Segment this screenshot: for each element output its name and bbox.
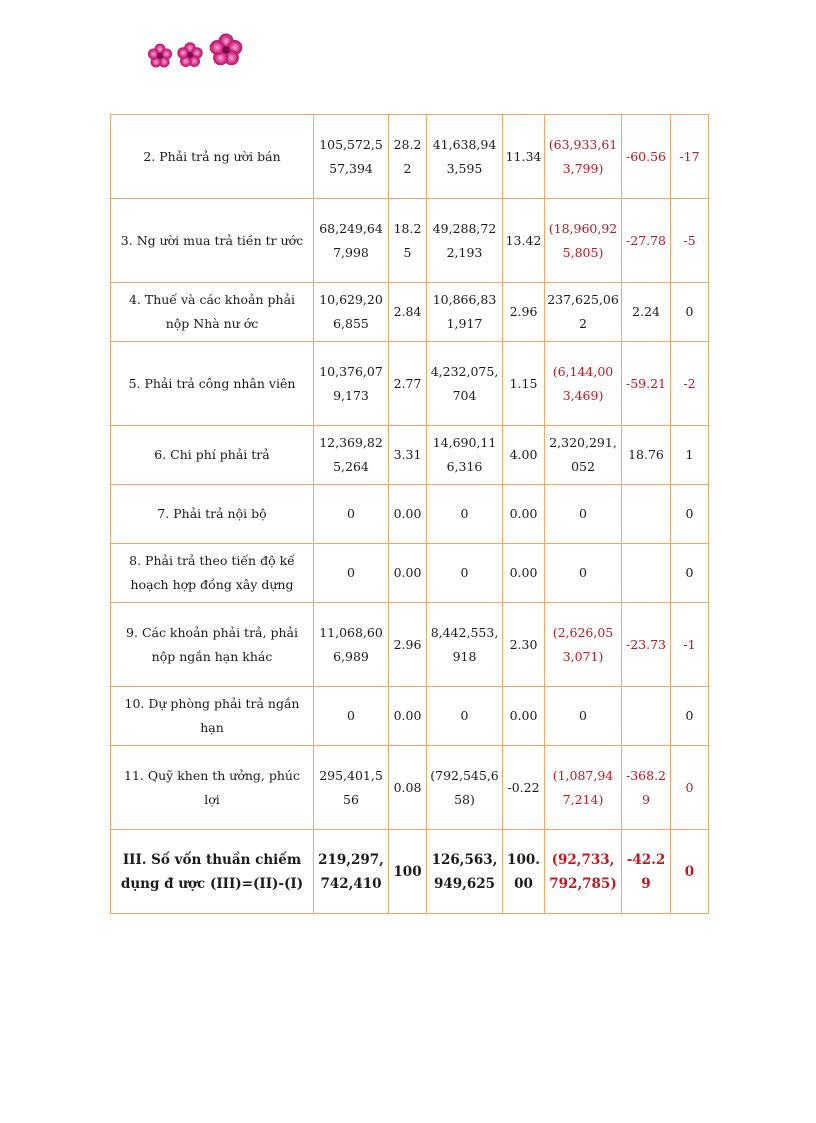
last-cell: 0 <box>671 283 709 342</box>
change-percent-cell: -59.21 <box>622 342 671 426</box>
table-row <box>111 199 709 283</box>
value-cell: 0 <box>314 687 389 746</box>
row-label: 11. Quỹ khen th ưởng, phúc lợi <box>111 746 314 830</box>
percent-cell: 11.34 <box>503 115 545 199</box>
row-label: 10. Dự phòng phải trả ngắn hạn <box>111 687 314 746</box>
table-row <box>111 342 709 426</box>
change-percent-cell: -42.29 <box>622 830 671 914</box>
flower-logo-icon <box>142 30 252 74</box>
difference-cell: 237,625,062 <box>545 283 622 342</box>
value-cell: 4,232,075,704 <box>427 342 503 426</box>
value-cell: 219,297,742,410 <box>314 830 389 914</box>
change-percent-cell <box>622 544 671 603</box>
percent-cell: 4.00 <box>503 426 545 485</box>
table-row <box>111 115 709 199</box>
table-row <box>111 485 709 544</box>
last-cell: 0 <box>671 485 709 544</box>
row-label: 7. Phải trả nội bộ <box>111 485 314 544</box>
value-cell: 0 <box>314 544 389 603</box>
percent-cell: 2.96 <box>503 283 545 342</box>
liabilities-table <box>110 114 709 914</box>
change-percent-cell: 2.24 <box>622 283 671 342</box>
change-percent-cell: -27.78 <box>622 199 671 283</box>
table-row <box>111 687 709 746</box>
table-row <box>111 603 709 687</box>
value-cell: 49,288,722,193 <box>427 199 503 283</box>
difference-cell: (6,144,003,469) <box>545 342 622 426</box>
difference-cell: (63,933,613,799) <box>545 115 622 199</box>
row-label: 3. Ng ười mua trả tiền tr ước <box>111 199 314 283</box>
row-label: 5. Phải trả công nhân viên <box>111 342 314 426</box>
percent-cell: 2.96 <box>389 603 427 687</box>
change-percent-cell: 18.76 <box>622 426 671 485</box>
table-row <box>111 544 709 603</box>
row-label: 2. Phải trả ng ười bán <box>111 115 314 199</box>
value-cell: 11,068,606,989 <box>314 603 389 687</box>
difference-cell: 0 <box>545 687 622 746</box>
value-cell: 14,690,116,316 <box>427 426 503 485</box>
percent-cell: 18.25 <box>389 199 427 283</box>
value-cell: 10,629,206,855 <box>314 283 389 342</box>
difference-cell: 2,320,291,052 <box>545 426 622 485</box>
value-cell: 41,638,943,595 <box>427 115 503 199</box>
percent-cell: 0.00 <box>503 687 545 746</box>
last-cell: 0 <box>671 687 709 746</box>
last-cell: 1 <box>671 426 709 485</box>
difference-cell: (2,626,053,071) <box>545 603 622 687</box>
percent-cell: 0.08 <box>389 746 427 830</box>
percent-cell: 2.30 <box>503 603 545 687</box>
percent-cell: 2.84 <box>389 283 427 342</box>
value-cell: 0 <box>314 485 389 544</box>
percent-cell: 13.42 <box>503 199 545 283</box>
change-percent-cell: -23.73 <box>622 603 671 687</box>
value-cell: 12,369,825,264 <box>314 426 389 485</box>
percent-cell: 0.00 <box>503 485 545 544</box>
percent-cell: 3.31 <box>389 426 427 485</box>
value-cell: 10,866,831,917 <box>427 283 503 342</box>
change-percent-cell <box>622 687 671 746</box>
percent-cell: 100.00 <box>503 830 545 914</box>
percent-cell: 0.00 <box>389 485 427 544</box>
value-cell: (792,545,658) <box>427 746 503 830</box>
change-percent-cell: -368.29 <box>622 746 671 830</box>
difference-cell: 0 <box>545 485 622 544</box>
percent-cell: 0.00 <box>503 544 545 603</box>
table-row <box>111 746 709 830</box>
last-cell: 0 <box>671 746 709 830</box>
row-label: 8. Phải trả theo tiến độ kế hoạch hợp đồng xây dựng <box>111 544 314 603</box>
value-cell: 0 <box>427 687 503 746</box>
percent-cell: 2.77 <box>389 342 427 426</box>
table-row <box>111 830 709 914</box>
table-row <box>111 426 709 485</box>
value-cell: 68,249,647,998 <box>314 199 389 283</box>
value-cell: 8,442,553,918 <box>427 603 503 687</box>
value-cell: 0 <box>427 485 503 544</box>
value-cell: 105,572,557,394 <box>314 115 389 199</box>
value-cell: 126,563,949,625 <box>427 830 503 914</box>
value-cell: 295,401,556 <box>314 746 389 830</box>
last-cell: 0 <box>671 830 709 914</box>
value-cell: 10,376,079,173 <box>314 342 389 426</box>
difference-cell: 0 <box>545 544 622 603</box>
row-label: III. Số vốn thuần chiếm dụng đ ược (III)=(II)-(I) <box>111 830 314 914</box>
last-cell: -5 <box>671 199 709 283</box>
percent-cell: 0.00 <box>389 687 427 746</box>
last-cell: -2 <box>671 342 709 426</box>
percent-cell: 28.22 <box>389 115 427 199</box>
row-label: 9. Các khoản phải trả, phải nộp ngắn hạn khác <box>111 603 314 687</box>
percent-cell: 1.15 <box>503 342 545 426</box>
value-cell: 0 <box>427 544 503 603</box>
last-cell: -1 <box>671 603 709 687</box>
table-row <box>111 283 709 342</box>
row-label: 6. Chi phí phải trả <box>111 426 314 485</box>
change-percent-cell <box>622 485 671 544</box>
percent-cell: 100 <box>389 830 427 914</box>
difference-cell: (18,960,925,805) <box>545 199 622 283</box>
change-percent-cell: -60.56 <box>622 115 671 199</box>
last-cell: 0 <box>671 544 709 603</box>
row-label: 4. Thuế và các khoản phải nộp Nhà nư ớc <box>111 283 314 342</box>
percent-cell: -0.22 <box>503 746 545 830</box>
difference-cell: (92,733,792,785) <box>545 830 622 914</box>
last-cell: -17 <box>671 115 709 199</box>
difference-cell: (1,087,947,214) <box>545 746 622 830</box>
percent-cell: 0.00 <box>389 544 427 603</box>
